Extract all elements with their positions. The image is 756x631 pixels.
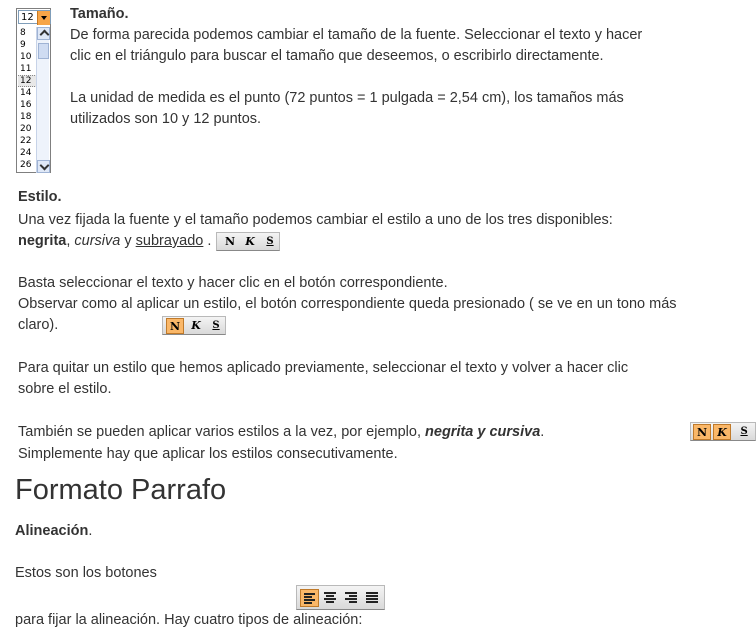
para-fijar-line: para fijar la alineación. Hay cuatro tipos de alineación: bbox=[15, 612, 363, 628]
tamano-paragraph-2: La unidad de medida es el punto (72 puntos = 1 pulgada = 2,54 cm), los tamaños más utilizados son 10 y 12 puntos. bbox=[70, 90, 624, 127]
font-size-combo[interactable] bbox=[18, 10, 51, 24]
comma: , bbox=[66, 233, 71, 249]
multi-pre: También se pueden aplicar varios estilos a la vez, por ejemplo, bbox=[18, 424, 421, 440]
multi-bold-italic: negrita y cursiva bbox=[425, 424, 541, 440]
scroll-down-icon[interactable] bbox=[37, 160, 50, 173]
estos-line: Estos son los botones bbox=[15, 565, 157, 581]
underline-button[interactable]: S bbox=[212, 320, 220, 331]
font-size-option[interactable]: 9 bbox=[20, 40, 26, 50]
estilo-multi-line bbox=[18, 422, 544, 443]
font-size-list[interactable] bbox=[16, 8, 51, 173]
font-size-option[interactable]: 12 bbox=[18, 75, 37, 87]
dropdown-triangle-icon[interactable] bbox=[37, 11, 50, 25]
style-toolbar-2 bbox=[162, 316, 226, 335]
alineacion-dot: . bbox=[88, 523, 93, 539]
style-toolbar-3 bbox=[690, 422, 756, 441]
observe-text: Observar como al aplicar un estilo, el botón correspondiente queda presionado ( se ve en un tono más claro). bbox=[18, 296, 677, 333]
alineacion-heading bbox=[15, 521, 92, 542]
bold-button-pressed[interactable]: N bbox=[693, 424, 711, 440]
align-left-icon[interactable] bbox=[300, 589, 319, 607]
estilo-remove-line: Para quitar un estilo que hemos aplicado previamente, seleccionar el texto y volver a hacer clic sobre el estilo. bbox=[18, 360, 629, 397]
tamano-heading: Tamaño. bbox=[70, 6, 129, 22]
estilo-intro: Una vez fijada la fuente y el tamaño podemos cambiar el estilo a uno de los tres disponibles: bbox=[18, 212, 613, 228]
align-center-icon[interactable] bbox=[321, 589, 340, 607]
estilo-heading: Estilo. bbox=[18, 189, 62, 205]
italic-button-pressed[interactable]: K bbox=[713, 424, 731, 440]
estilo-examples bbox=[18, 231, 211, 252]
align-right-icon[interactable] bbox=[342, 589, 361, 607]
bold-button-pressed[interactable]: N bbox=[166, 318, 184, 334]
scroll-up-icon[interactable] bbox=[37, 27, 50, 40]
alineacion-label: Alineación bbox=[15, 523, 89, 539]
style-toolbar-1 bbox=[216, 232, 280, 251]
font-size-option[interactable]: 18 bbox=[20, 112, 32, 122]
and-word: y bbox=[124, 233, 132, 249]
align-justify-icon[interactable] bbox=[363, 589, 382, 607]
estilo-observe-line bbox=[18, 294, 683, 336]
italic-button[interactable]: K bbox=[245, 235, 255, 248]
font-size-option[interactable]: 16 bbox=[20, 100, 32, 110]
font-size-value: 12 bbox=[21, 12, 34, 23]
bold-button[interactable]: N bbox=[224, 235, 236, 248]
underline-example: subrayado bbox=[135, 233, 204, 249]
underline-button[interactable]: S bbox=[740, 426, 748, 437]
font-size-option[interactable]: 22 bbox=[20, 136, 32, 146]
font-size-option[interactable]: 11 bbox=[20, 64, 32, 74]
scroll-thumb[interactable] bbox=[38, 43, 49, 59]
font-size-option[interactable]: 8 bbox=[20, 28, 26, 38]
estilo-select-line: Basta seleccionar el texto y hacer clic en el botón correspondiente. bbox=[18, 275, 448, 291]
bold-example: negrita bbox=[18, 233, 67, 249]
period: . bbox=[207, 233, 212, 249]
tamano-paragraph-1: De forma parecida podemos cambiar el tamaño de la fuente. Seleccionar el texto y hacer clic en el triángulo para buscar el tamaño que deseemos, o escribirlo directamente. bbox=[70, 27, 643, 64]
font-size-option[interactable]: 20 bbox=[20, 124, 32, 134]
font-size-option[interactable]: 10 bbox=[20, 52, 32, 62]
font-size-option[interactable]: 14 bbox=[20, 88, 32, 98]
italic-button[interactable]: K bbox=[191, 319, 201, 332]
italic-example: cursiva bbox=[74, 233, 121, 249]
font-size-option[interactable]: 24 bbox=[20, 148, 32, 158]
scrollbar[interactable] bbox=[36, 27, 49, 173]
underline-button[interactable]: S bbox=[266, 236, 274, 247]
font-size-option[interactable]: 26 bbox=[20, 160, 32, 170]
multi-post: . bbox=[540, 424, 545, 440]
alignment-toolbar bbox=[296, 585, 385, 610]
estilo-consec-line: Simplemente hay que aplicar los estilos consecutivamente. bbox=[18, 446, 398, 462]
font-size-options bbox=[18, 27, 37, 173]
formato-parrafo-title: Formato Parrafo bbox=[15, 474, 227, 506]
